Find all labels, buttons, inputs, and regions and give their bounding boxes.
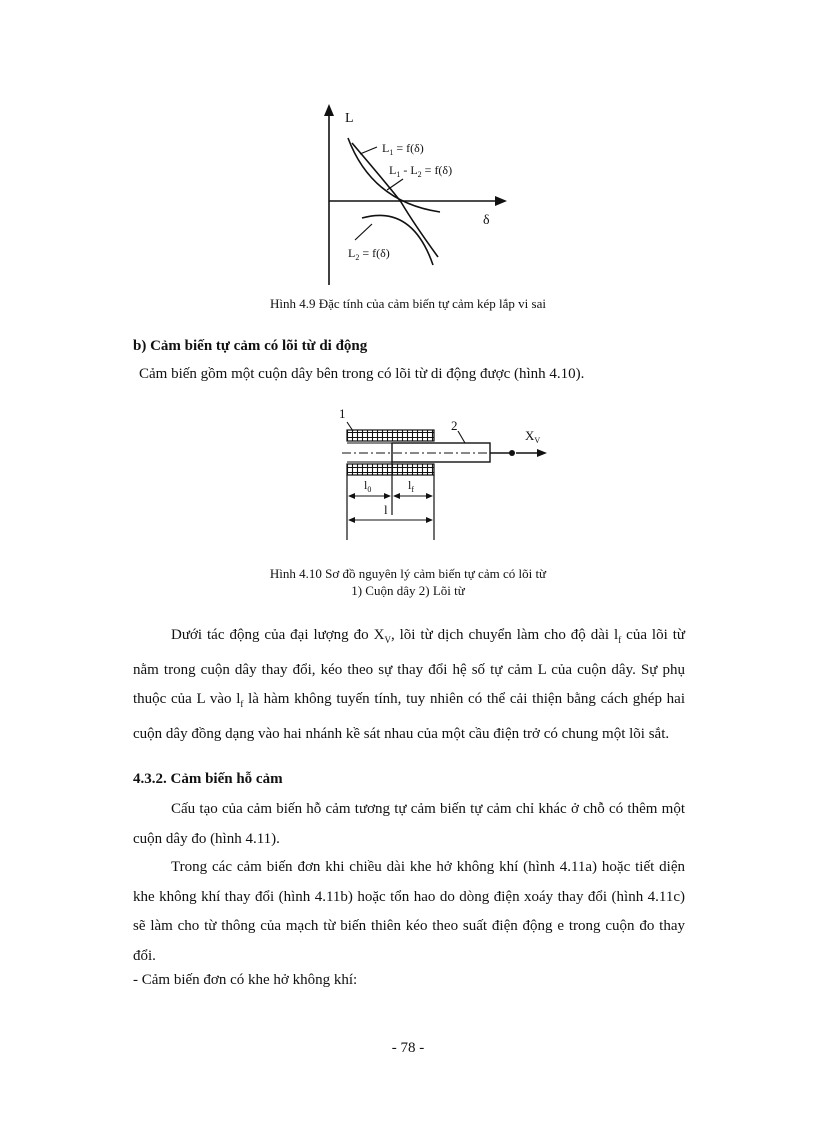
leader-l1 — [360, 147, 377, 154]
x-axis-arrow — [495, 196, 507, 206]
y-axis-arrow — [324, 104, 334, 116]
dim-l-arrow-left — [348, 517, 355, 523]
figure-4-10-caption-line1: Hình 4.10 Sơ đồ nguyên lý cảm biến tự cảm có lõi từ — [269, 566, 547, 581]
dim-l0-arrow-right — [384, 493, 391, 499]
label-l1: $L_1 = f(\delta)$ — [382, 141, 424, 157]
figure-4-9 — [300, 100, 530, 290]
motion-arrowhead — [537, 449, 547, 457]
dim-lf-arrow-right — [426, 493, 433, 499]
core-tip-dot — [509, 450, 515, 456]
fig410-label-l: l — [384, 502, 388, 517]
fig410-label-xv: $X_V$ — [525, 428, 541, 445]
x-axis-label: δ — [483, 213, 490, 228]
leader-diff — [387, 179, 403, 190]
bullet-air-gap-sensor: - Cảm biến đơn có khe hở không khí: — [133, 972, 358, 988]
leader-l2 — [355, 224, 372, 240]
curve-l1-minus-l2 — [352, 143, 438, 257]
fig410-label-1: 1 — [339, 406, 346, 421]
page-number: - 78 - — [391, 1040, 425, 1056]
paragraph-single-sensors: Trong các cảm biến đơn khi chiều dài khe hở không khí (hình 4.11a) hoặc tiết diện khe không khí thay đổi (hình 4.11b) hoặc tổn hao do dòng điện xoáy thay đổi (hình 4.11c) sẽ làm cho từ thông của mạch từ biến thiên kéo theo suất điện động e trong cuộn đo thay đổi. — [133, 859, 685, 965]
dim-lf-arrow-left — [393, 493, 400, 499]
section-b-intro: Cảm biến gồm một cuộn dây bên trong có lõi từ di động được (hình 4.10). — [139, 366, 585, 382]
paragraph-mutual-inductance: Cấu tạo của cảm biến hỗ cảm tương tự cảm biến tự cảm chỉ khác ở chỗ có thêm một cuộn dây đo (hình 4.11). — [133, 801, 685, 847]
coil-top — [347, 430, 434, 441]
paragraph-moving-core: Dưới tác động của đại lượng đo $X_V$, lõi từ dịch chuyển làm cho độ dài $l_f$ của lõi từ nằm trong cuộn dây thay đổi, kéo theo sự thay đổi hệ số tự cảm L của cuộn dây. Sự phụ thuộc của L vào $l_f$ là hàm không tuyến tính, tuy nhiên có thể cải thiện bằng cách ghép hai cuộn dây đồng dạng vào hai nhánh kề sát nhau của một cầu điện trở có chung một lõi sắt. — [133, 627, 686, 743]
y-axis-label: L — [345, 111, 354, 126]
fig410-label-l0: $l_0$ — [364, 478, 372, 494]
figure-4-10-caption-line2: 1) Cuộn dây 2) Lõi từ — [351, 583, 465, 598]
coil-bottom — [347, 464, 434, 475]
dim-l0-arrow-left — [348, 493, 355, 499]
figure-4-9-caption: Hình 4.9 Đặc tính của cảm biến tự cảm kép lắp vi sai — [270, 296, 546, 311]
dim-l-arrow-right — [426, 517, 433, 523]
fig410-label-lf: $l_f$ — [408, 478, 415, 494]
section-4-3-2-title: 4.3.2. Cảm biến hỗ cảm — [133, 771, 283, 787]
label-l1-minus-l2: $L_1 - L_2 = f(\delta)$ — [389, 163, 453, 179]
label-l2: $L_2 = f(\delta)$ — [348, 246, 390, 262]
figure-4-10 — [300, 400, 560, 550]
leader-2 — [458, 431, 465, 443]
section-b-title: b) Cảm biến tự cảm có lõi từ di động — [133, 338, 368, 354]
fig410-label-2: 2 — [451, 418, 458, 433]
